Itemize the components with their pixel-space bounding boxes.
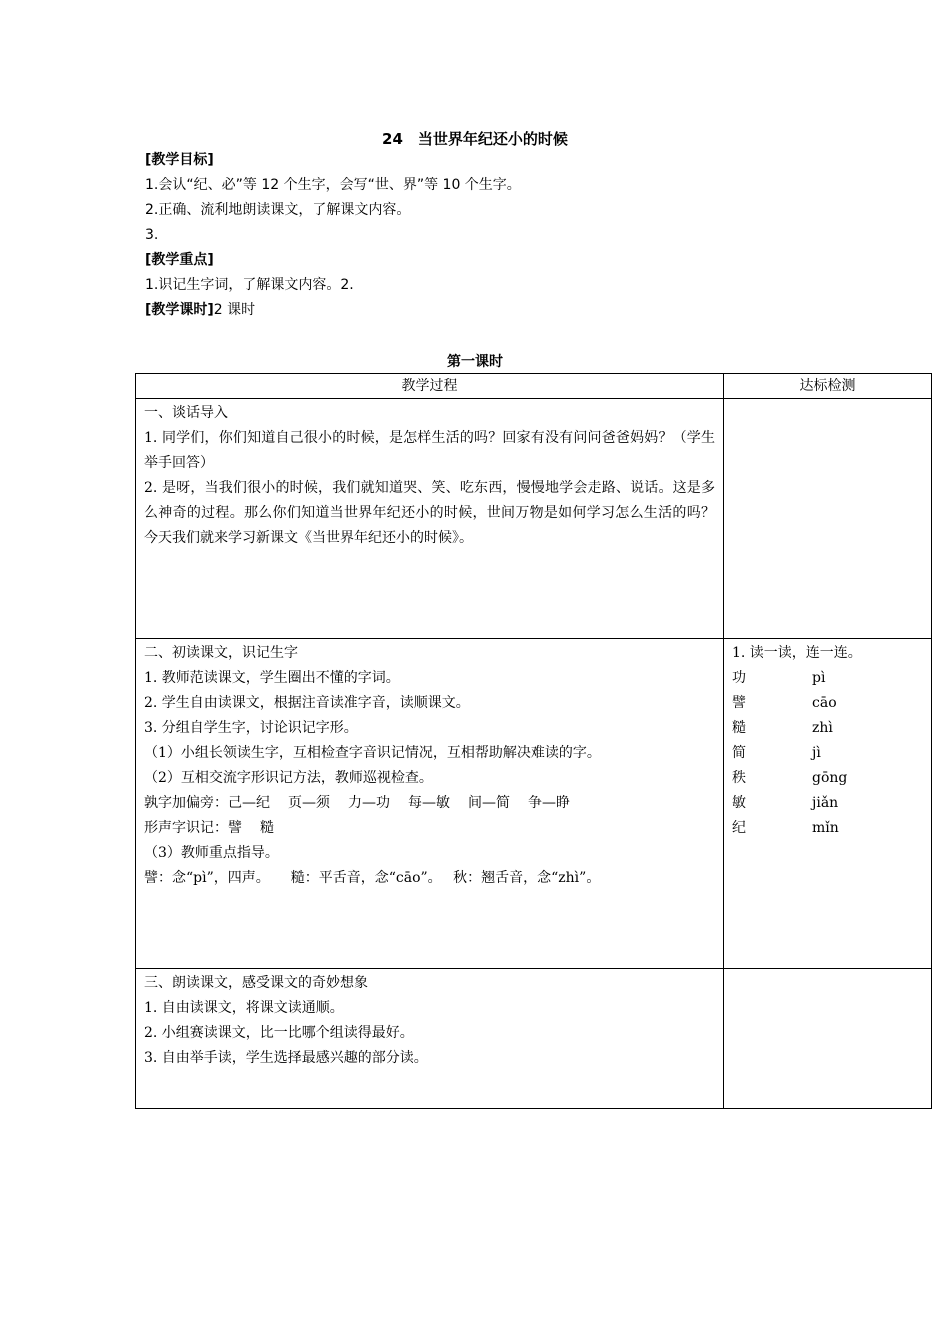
process-line: 1. 教师范读课文，学生圈出不懂的字词。 [144, 670, 400, 686]
process-cell [136, 399, 724, 639]
objectives-heading: [教学目标] [145, 152, 214, 168]
process-line: 2. 小组赛读课文，比一比哪个组读得最好。 [144, 1025, 414, 1041]
match-pinyin: pì [812, 670, 826, 686]
radical-pair: 力—功 [348, 795, 390, 811]
match-row [732, 666, 923, 691]
radical-pair: 每—敏 [408, 795, 450, 811]
match-char: 敏 [732, 795, 746, 811]
table-row [136, 969, 932, 1109]
radical-pair: 己—纪 [228, 795, 270, 811]
match-pinyin: mǐn [812, 820, 839, 836]
match-pinyin: jiǎn [812, 795, 839, 811]
header-check: 达标检测 [724, 374, 932, 399]
phono-line [144, 816, 715, 841]
match-pinyin: cāo [812, 695, 837, 711]
match-pinyin: zhì [812, 720, 833, 736]
process-line: （2）互相交流字形识记方法，教师巡视检查。 [144, 770, 433, 786]
phono-char: 譬 [228, 820, 242, 836]
radical-pair: 页—须 [288, 795, 330, 811]
table-row [136, 399, 932, 639]
section-heading: 三、朗读课文，感受课文的奇妙想象 [144, 975, 368, 991]
objective-item: 3. [145, 227, 159, 243]
phono-label: 形声字识记： [144, 820, 228, 836]
match-row [732, 741, 923, 766]
match-char: 简 [732, 745, 746, 761]
radicals-label: 孰字加偏旁： [144, 795, 228, 811]
match-char: 纪 [732, 820, 746, 836]
process-line: 3. 自由举手读，学生选择最感兴趣的部分读。 [144, 1050, 428, 1066]
process-cell [136, 639, 724, 969]
key-points-text: 1.识记生字词，了解课文内容。2. [145, 277, 354, 293]
match-pinyin: gōng [812, 770, 848, 786]
lesson-plan-table [135, 373, 932, 1109]
check-cell [724, 639, 932, 969]
match-row [732, 716, 923, 741]
process-line: 3. 分组自学生字，讨论识记字形。 [144, 720, 358, 736]
section-heading: 二、初读课文，识记生字 [144, 645, 298, 661]
phono-char: 糙 [260, 820, 274, 836]
process-cell [136, 969, 724, 1109]
match-row [732, 791, 923, 816]
key-points-heading: [教学重点] [145, 252, 214, 268]
radicals-line [144, 791, 715, 816]
check-cell [724, 969, 932, 1109]
check-cell [724, 399, 932, 639]
check-heading: 1. 读一读，连一连。 [732, 645, 862, 661]
match-char: 秩 [732, 770, 746, 786]
objective-item: 2.正确、流利地朗读课文，了解课文内容。 [145, 202, 411, 218]
process-line: （1）小组长领读生字，互相检查字音识记情况，互相帮助解决难读的字。 [144, 745, 601, 761]
match-char: 譬 [732, 695, 746, 711]
table-header-row [136, 374, 932, 399]
process-line: （3）教师重点指导。 [144, 845, 279, 861]
document-title: 24 当世界年纪还小的时候 [382, 130, 568, 148]
process-line: 2. 学生自由读课文，根据注音读准字音，读顺课文。 [144, 695, 470, 711]
radical-pair: 争—睁 [528, 795, 570, 811]
match-row [732, 766, 923, 791]
process-line: 1. 同学们，你们知道自己很小的时候，是怎样生活的吗？回家有没有问问爸爸妈妈？（学生举手回答） [144, 430, 715, 471]
match-char: 糙 [732, 720, 746, 736]
lesson-hours-heading: [教学课时] [145, 302, 214, 318]
pronunciation-notes: 譬：念“pì”，四声。 糙：平舌音，念“cāo”。 秋：翘舌音，念“zhì”。 [144, 870, 601, 886]
radical-pair: 间—简 [468, 795, 510, 811]
match-char: 功 [732, 670, 746, 686]
lesson-hours-value: 2 课时 [213, 302, 256, 318]
objective-item: 1.会认“纪、必”等 12 个生字，会写“世、界”等 10 个生字。 [145, 177, 521, 193]
table-row [136, 639, 932, 969]
process-line: 1. 自由读课文，将课文读通顺。 [144, 1000, 344, 1016]
lesson-hours [145, 298, 255, 323]
lesson-title: 第一课时 [447, 354, 503, 370]
header-process: 教学过程 [136, 374, 724, 399]
section-heading: 一、谈话导入 [144, 405, 228, 421]
match-row [732, 816, 923, 841]
match-pinyin: jì [812, 745, 821, 761]
process-line: 2. 是呀，当我们很小的时候，我们就知道哭、笑、吃东西，慢慢地学会走路、说话。这是多么神奇的过程。那么你们知道当世界年纪还小的时候，世间万物是如何学习怎么生活的吗？今天我们就来学习新课文《当世界年纪还小的时候》。 [144, 480, 715, 546]
match-row [732, 691, 923, 716]
